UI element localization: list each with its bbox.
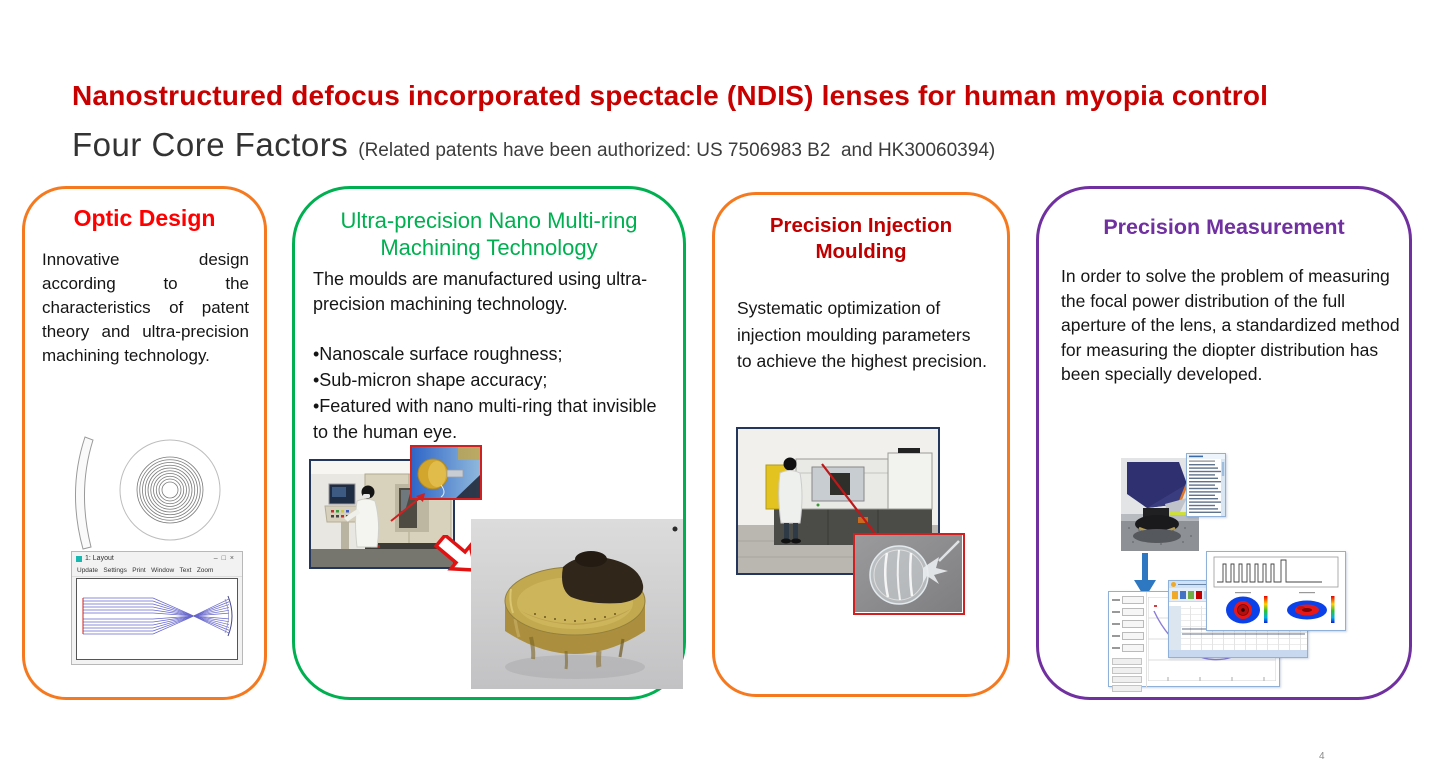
card-body: Systematic optimization of injection moulding parameters to achieve the highest precision. — [737, 298, 988, 371]
card-optic-design — [22, 186, 267, 700]
card-title: Optic Design — [73, 205, 216, 231]
bullet-item: •Nanoscale surface roughness; — [313, 344, 563, 364]
bullet-item: •Sub-micron shape accuracy; — [313, 370, 548, 390]
card-title: Precision Injection Moulding — [769, 214, 953, 263]
slide-title: Nanostructured defocus incorporated spectacle (NDIS) lenses for human myopia control — [72, 80, 1269, 111]
card-body: Innovative design according to the characteristics of patent theory and ultra-precision machining technology. — [42, 250, 249, 365]
office-button-icon — [1171, 582, 1176, 587]
window-canvas — [76, 578, 238, 660]
window-menu: Update Settings Print Window Text Zoom — [72, 565, 242, 577]
card-machining-technology — [292, 186, 686, 700]
layout-window — [71, 551, 243, 665]
maximize-icon: □ — [221, 555, 230, 562]
heatmap-3d — [1287, 596, 1335, 623]
lens-center-hole — [162, 482, 178, 498]
card-precision-measurement — [1036, 186, 1412, 700]
subtitle-note: (Related patents have been authorized: US 7506983 B2 and HK30060394) — [358, 140, 996, 161]
subtitle: Four Core Factors — [72, 126, 349, 163]
card-body: The moulds are manufactured using ultra-precision machining technology. — [313, 269, 648, 314]
colorbar — [1264, 596, 1268, 623]
lens-side-profile — [75, 437, 93, 549]
card-title: Precision Measurement — [1103, 215, 1345, 239]
subtitle-row — [72, 126, 995, 164]
card-body: In order to solve the problem of measuring the focal power distribution of the full aperture of the lens, a standardized method for measuring the diopter distribution has been specially developed. — [1061, 266, 1400, 384]
measurement-data-table — [1186, 453, 1226, 517]
spreadsheet-statusbar — [1169, 650, 1307, 657]
colorbar — [1331, 596, 1335, 623]
window-titlebar — [72, 552, 242, 565]
card-title: Ultra-precision Nano Multi-ring Machining Technology — [340, 208, 638, 260]
app-icon — [76, 556, 82, 562]
power-profile-plot-window — [1206, 551, 1346, 631]
card-injection-moulding — [712, 192, 1010, 697]
red-arrow-icon — [387, 489, 433, 525]
minimize-icon: – — [213, 555, 222, 562]
lens-cross-section-and-ring-diagram — [55, 433, 245, 555]
ray-diagram — [77, 593, 237, 639]
bullet-list — [313, 341, 669, 445]
close-icon: × — [229, 555, 238, 562]
brass-mould-photo — [471, 519, 683, 689]
bullet-item: •Featured with nano multi-ring that invisible to the human eye. — [313, 396, 657, 442]
form-panel — [1109, 592, 1147, 688]
heatmap-2d — [1226, 596, 1268, 624]
page-number: 4 — [1319, 751, 1325, 762]
window-title: 1: Layout — [85, 555, 114, 562]
moulded-lens-photo — [853, 533, 965, 615]
